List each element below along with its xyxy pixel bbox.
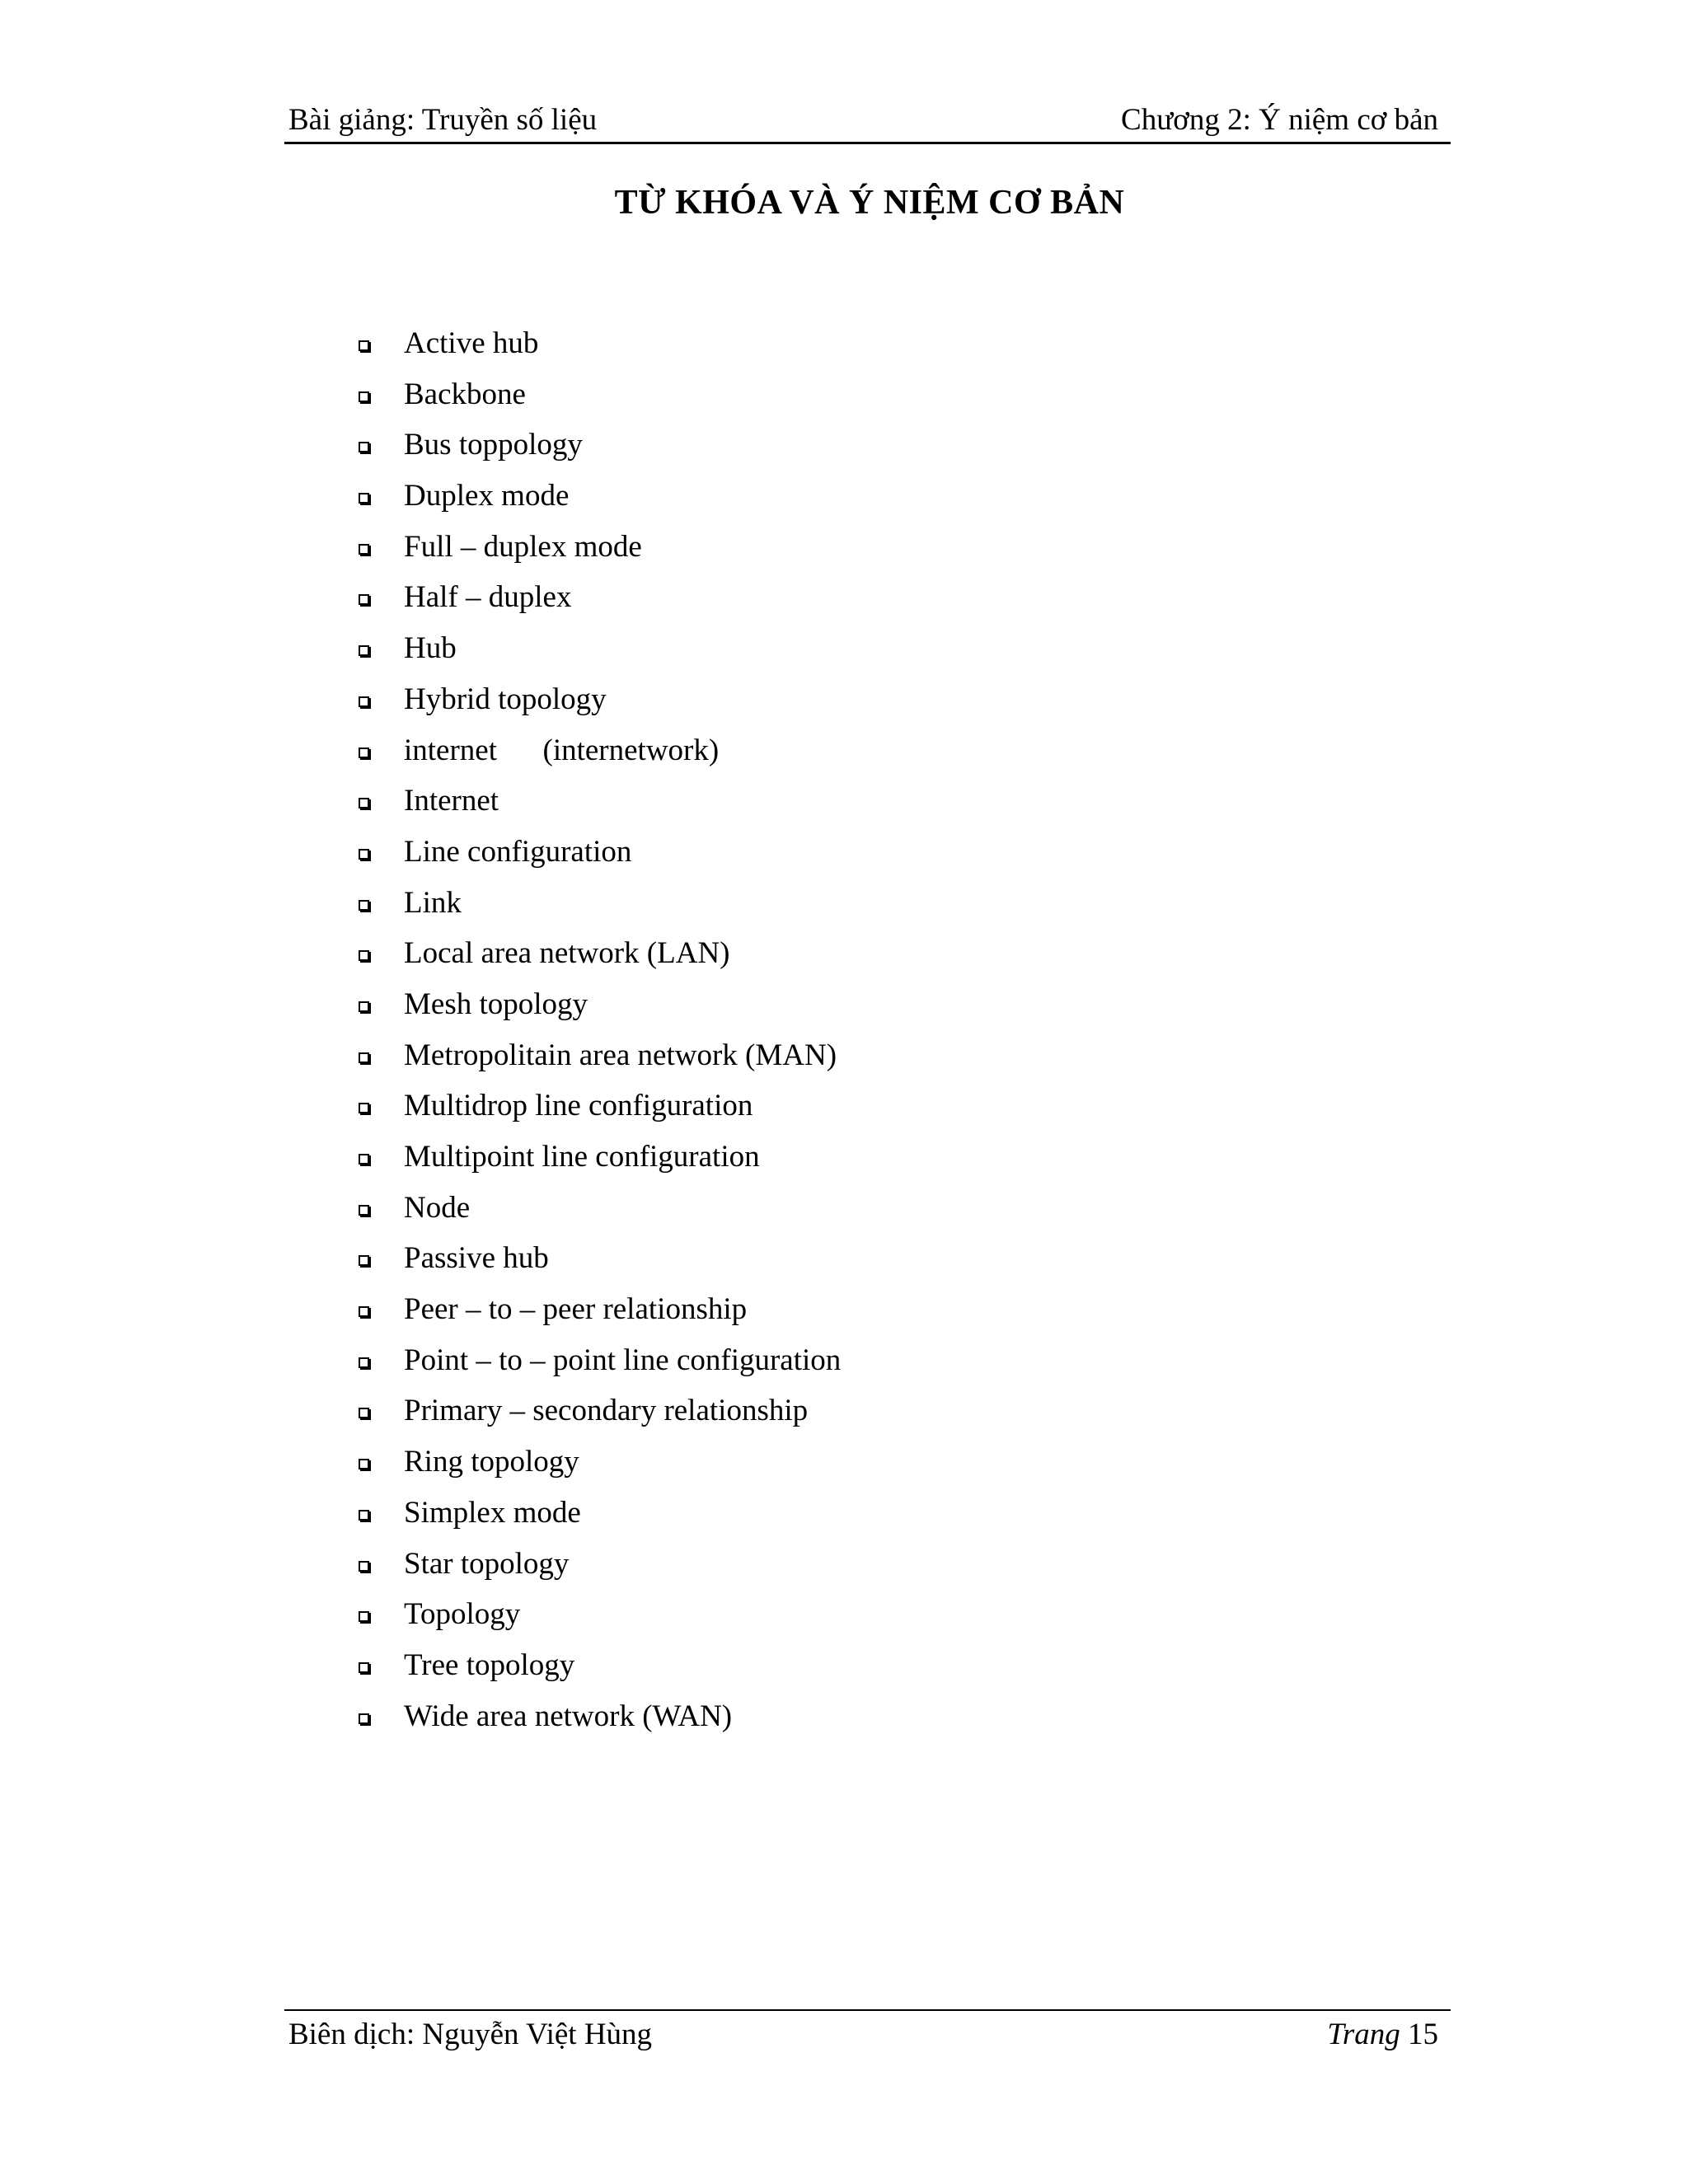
keyword-text: Star topology — [404, 1546, 570, 1581]
checkbox-bullet-icon — [359, 1306, 369, 1317]
keyword-text: internet (internetwork) — [404, 733, 720, 767]
keyword-text: Link — [404, 885, 462, 920]
translator-credit: Biên dịch: Nguyễn Việt Hùng — [288, 2018, 653, 2051]
page-label: Trang — [1327, 2018, 1400, 2051]
checkbox-bullet-icon — [359, 849, 369, 860]
keyword-text: Active hub — [404, 326, 539, 360]
checkbox-bullet-icon — [359, 594, 369, 605]
keyword-text: Local area network (LAN) — [404, 936, 730, 971]
checkbox-bullet-icon — [359, 748, 369, 758]
keyword-text: Point – to – point line configuration — [404, 1343, 842, 1377]
keyword-text: Backbone — [404, 377, 526, 411]
checkbox-bullet-icon — [359, 493, 369, 504]
checkbox-bullet-icon — [359, 950, 369, 961]
keyword-text: Tree topology — [404, 1647, 575, 1682]
checkbox-bullet-icon — [359, 391, 369, 402]
keyword-text: Multipoint line configuration — [404, 1140, 760, 1174]
checkbox-bullet-icon — [359, 900, 369, 911]
keyword-text: Hub — [404, 631, 457, 666]
keyword-text: Multidrop line configuration — [404, 1089, 753, 1123]
checkbox-bullet-icon — [359, 1408, 369, 1418]
page-footer — [284, 2009, 1451, 2060]
page-header — [284, 99, 1451, 144]
checkbox-bullet-icon — [359, 1662, 369, 1673]
checkbox-bullet-icon — [359, 1459, 369, 1469]
keyword-text: Line configuration — [404, 834, 632, 869]
checkbox-bullet-icon — [359, 1103, 369, 1113]
checkbox-bullet-icon — [359, 1154, 369, 1165]
keyword-text: Metropolitain area network (MAN) — [404, 1038, 837, 1072]
chapter-title: Chương 2: Ý niệm cơ bản — [1121, 103, 1438, 137]
checkbox-bullet-icon — [359, 696, 369, 707]
keyword-text: Internet — [404, 784, 499, 818]
checkbox-bullet-icon — [359, 1713, 369, 1724]
keyword-text: Peer – to – peer relationship — [404, 1292, 748, 1327]
checkbox-bullet-icon — [359, 1205, 369, 1216]
course-title: Bài giảng: Truyền số liệu — [288, 103, 598, 137]
page-title: TỪ KHÓA VÀ Ý NIỆM CƠ BẢN — [614, 184, 1125, 222]
checkbox-bullet-icon — [359, 1255, 369, 1266]
checkbox-bullet-icon — [359, 1611, 369, 1622]
keyword-text: Node — [404, 1190, 471, 1225]
page-number: 15 — [1408, 2018, 1438, 2051]
checkbox-bullet-icon — [359, 1052, 369, 1063]
checkbox-bullet-icon — [359, 544, 369, 555]
page-number-block — [1327, 2011, 1438, 2059]
keyword-text: Mesh topology — [404, 987, 588, 1021]
checkbox-bullet-icon — [359, 340, 369, 351]
checkbox-bullet-icon — [359, 1561, 369, 1572]
keyword-text: Hybrid topology — [404, 682, 607, 716]
keyword-text: Half – duplex — [404, 580, 572, 615]
checkbox-bullet-icon — [359, 1001, 369, 1012]
keyword-text: Bus toppology — [404, 428, 583, 462]
keyword-text: Ring topology — [404, 1445, 579, 1479]
checkbox-bullet-icon — [359, 645, 369, 656]
keyword-text: Primary – secondary relationship — [404, 1394, 809, 1428]
keyword-text: Simplex mode — [404, 1495, 581, 1530]
keyword-text: Passive hub — [404, 1241, 549, 1276]
keyword-text: Duplex mode — [404, 479, 570, 513]
keyword-text: Full – duplex mode — [404, 529, 642, 564]
checkbox-bullet-icon — [359, 442, 369, 452]
checkbox-bullet-icon — [359, 1357, 369, 1368]
keyword-text: Wide area network (WAN) — [404, 1699, 733, 1733]
checkbox-bullet-icon — [359, 1510, 369, 1521]
checkbox-bullet-icon — [359, 798, 369, 808]
keyword-text: Topology — [404, 1597, 521, 1632]
